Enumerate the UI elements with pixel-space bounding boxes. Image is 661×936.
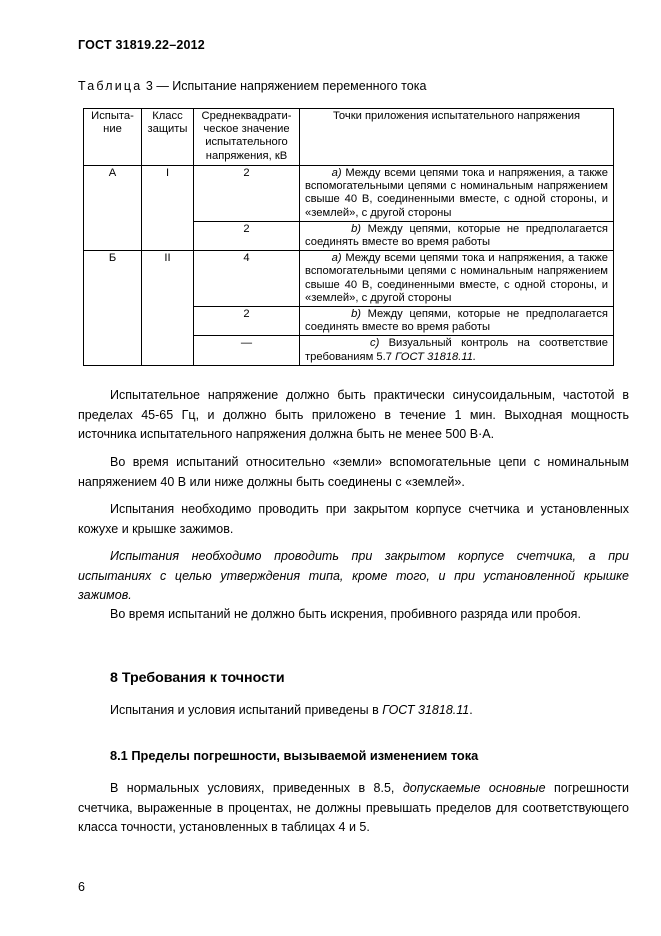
- cell-points: [300, 221, 614, 250]
- table-caption-prefix: Таблица: [78, 79, 143, 93]
- header-rms-voltage: Среднеквадрати-ческое значение испытательного напряжения, кВ: [194, 109, 300, 166]
- paragraph-ground-circuits: Во время испытаний относительно «земли» вспомогательные цепи с номинальным напряжением 40 В или ниже должны быть соединены с «землей».: [78, 455, 629, 489]
- item-marker: b): [351, 308, 362, 321]
- header-test: Испыта-ние: [84, 109, 142, 166]
- table-header-row: [84, 109, 614, 166]
- points-text: Между цепями, которые не предполагается соединять вместе во время работы: [305, 308, 608, 334]
- points-text: Визуальный контроль на соответствие требованиям 5.7: [305, 337, 608, 363]
- item-marker: с): [369, 337, 380, 350]
- points-text: Между всеми цепями тока и напряжения, а также вспомогательными цепями с номинальным напряжением свыше 40 В, соединенными вместе, с одной стороны, и «землей», с другой стороны: [305, 167, 608, 219]
- table-caption: [78, 79, 426, 93]
- paragraph-no-sparking: Во время испытаний не должно быть искрения, пробивного разряда или пробоя.: [110, 607, 581, 621]
- section-8-title: 8 Требования к точности: [110, 670, 285, 686]
- standard-reference: ГОСТ 31818.11.: [395, 350, 477, 363]
- cell-points: [300, 336, 614, 365]
- cell-voltage: 4: [194, 251, 300, 307]
- table-caption-text: 3 — Испытание напряжением переменного тока: [142, 79, 427, 93]
- cell-voltage: 2: [194, 166, 300, 222]
- table-row: [84, 251, 614, 307]
- page-number: 6: [78, 880, 85, 894]
- paragraph-test-conditions: Испытания и условия испытаний приведены в ГОСТ 31818.11.: [110, 703, 473, 717]
- item-marker: b): [351, 222, 362, 235]
- cell-points: [300, 251, 614, 307]
- header-application-points: Точки приложения испытательного напряжения: [300, 109, 614, 166]
- item-marker: а): [331, 167, 342, 179]
- item-marker: а): [331, 252, 342, 265]
- cell-test: Б: [84, 251, 142, 366]
- paragraph-error-limits: В нормальных условиях, приведенных в 8.5, допускаемые основные погрешности счетчика, выраженные в процентах, не должны превышать пределов для соответствующего класса точности, установленных в таблицах 4 и 5.: [78, 781, 630, 834]
- paragraph-type-approval: Испытания необходимо проводить при закрытом корпусе счетчика, а при испытаниях с целью утверждения типа, кроме того, и при установленной крышке зажимов.: [78, 549, 629, 602]
- cell-points: [300, 166, 614, 222]
- paragraph-test-voltage: Испытательное напряжение должно быть практически синусоидальным, частотой в пределах 45-65 Гц, и должно быть приложено в течение 1 мин. Выходная мощность источника испытательного напряжения должна быть не менее 500 В·А.: [78, 388, 629, 441]
- standard-reference: ГОСТ 31818.11: [382, 703, 470, 717]
- section-8-1-title: 8.1 Пределы погрешности, вызываемой изменением тока: [110, 748, 479, 763]
- cell-voltage: 2: [194, 221, 300, 250]
- cell-class: I: [142, 166, 194, 251]
- paragraph-closed-case: Испытания необходимо проводить при закрытом корпусе счетчика и установленных кожухе и крышке зажимов.: [78, 502, 629, 536]
- points-text: Между цепями, которые не предполагается соединять вместе во время работы: [305, 222, 608, 249]
- emphasis-text: допускаемые основные: [402, 781, 546, 795]
- cell-class: II: [142, 251, 194, 366]
- document-code: ГОСТ 31819.22–2012: [78, 38, 205, 52]
- header-protection-class: Класс защиты: [142, 109, 194, 166]
- cell-voltage: —: [194, 336, 300, 365]
- cell-test: А: [84, 166, 142, 251]
- cell-voltage: 2: [194, 307, 300, 336]
- cell-points: [300, 307, 614, 336]
- test-voltage-table: [83, 108, 614, 366]
- points-text: Между всеми цепями тока и напряжения, а также вспомогательными цепями с номинальным напряжением свыше 40 В, соединенными вместе, с одной стороны, и «землей», с другой стороны: [305, 252, 608, 304]
- table-row: [84, 166, 614, 222]
